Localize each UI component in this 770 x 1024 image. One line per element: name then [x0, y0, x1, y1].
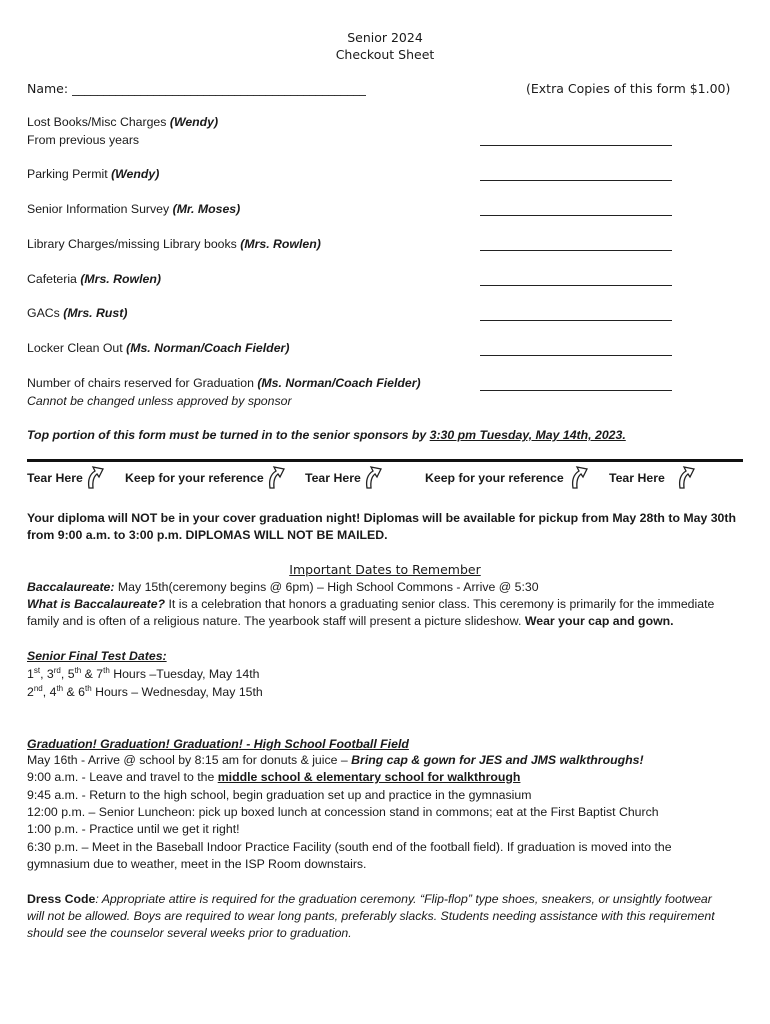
- tear-here-1: Tear Here: [27, 464, 110, 492]
- curved-up-arrow-icon: [675, 464, 701, 492]
- final-test-dates-heading: Senior Final Test Dates:: [27, 649, 167, 663]
- graduation-line-5: 1:00 p.m. - Practice until we get it right!: [27, 822, 240, 836]
- final-test-row-1: 1st, 3rd, 5th & 7th Hours –Tuesday, May 14th: [27, 666, 260, 682]
- charge-locker: Locker Clean Out (Ms. Norman/Coach Fielder): [27, 341, 290, 355]
- curved-up-arrow-icon: [362, 464, 388, 492]
- charge-lost-books-sub: From previous years: [27, 133, 140, 147]
- charge-senior-survey: Senior Information Survey (Mr. Moses): [27, 202, 241, 216]
- signature-line-survey[interactable]: [480, 215, 672, 216]
- signature-line-chairs[interactable]: [480, 390, 672, 391]
- graduation-line-4: 12:00 p.m. – Senior Luncheon: pick up boxed lunch at concession stand in commons; eat at the First Baptist Church: [27, 805, 659, 819]
- graduation-line-2: 9:00 a.m. - Leave and travel to the middle school & elementary school for walkthrough: [27, 770, 521, 784]
- graduation-heading: Graduation! Graduation! Graduation! - High School Football Field: [27, 737, 409, 751]
- graduation-line-7: gymnasium due to weather, meet in the ISP Room downstairs.: [27, 857, 367, 871]
- name-blank: _______________________________________________: [72, 81, 366, 96]
- graduation-line-3: 9:45 a.m. - Return to the high school, begin graduation set up and practice in the gymnasium: [27, 788, 532, 802]
- graduation-line-6: 6:30 p.m. – Meet in the Baseball Indoor Practice Facility (south end of the football field). If graduation is moved into the: [27, 840, 672, 854]
- tear-here-3: Tear Here: [609, 464, 701, 492]
- signature-line-parking[interactable]: [480, 180, 672, 181]
- baccalaureate-desc-line2: family and is often of a religious nature. The yearbook staff will present a picture slideshow. Wear your cap and gown.: [27, 614, 674, 628]
- page-subtitle: Checkout Sheet: [335, 47, 435, 62]
- signature-line-cafeteria[interactable]: [480, 285, 672, 286]
- signature-line-lost-books[interactable]: [480, 145, 672, 146]
- curved-up-arrow-icon: [84, 464, 110, 492]
- diploma-notice-line1: Your diploma will NOT be in your cover graduation night! Diplomas will be available for pickup from May 28th to May 30th: [27, 511, 736, 525]
- dress-code-line-2: will not be allowed. Boys are required to wear long pants, preferably slacks. Students needing assistance with this requirement: [27, 909, 715, 923]
- charge-chairs: Number of chairs reserved for Graduation (Ms. Norman/Coach Fielder): [27, 376, 421, 390]
- signature-line-gacs[interactable]: [480, 320, 672, 321]
- diploma-notice-line2: from 9:00 a.m. to 3:00 p.m. DIPLOMAS WILL NOT BE MAILED.: [27, 528, 388, 542]
- charge-lost-books: Lost Books/Misc Charges (Wendy): [27, 115, 219, 129]
- dress-code-line-3: should see the counselor several weeks prior to graduation.: [27, 926, 352, 940]
- signature-line-library[interactable]: [480, 250, 672, 251]
- important-dates-heading: Important Dates to Remember: [289, 562, 481, 577]
- final-test-row-2: 2nd, 4th & 6th Hours – Wednesday, May 15th: [27, 684, 263, 700]
- charge-gacs: GACs (Mrs. Rust): [27, 306, 128, 320]
- curved-up-arrow-icon: [265, 464, 291, 492]
- dress-code-line-1: Dress Code: Appropriate attire is required for the graduation ceremony. “Flip-flop” type shoes, sneakers, or unsightly footwear: [27, 892, 712, 906]
- charge-chairs-sub: Cannot be changed unless approved by sponsor: [27, 394, 292, 408]
- deadline-note: Top portion of this form must be turned in to the senior sponsors by 3:30 pm Tuesday, May 14th, 2023.: [27, 428, 626, 442]
- page-title: Senior 2024: [347, 30, 423, 45]
- signature-line-locker[interactable]: [480, 355, 672, 356]
- curved-up-arrow-icon: [568, 464, 594, 492]
- tear-here-2: Tear Here: [305, 464, 388, 492]
- tear-line: [27, 459, 743, 462]
- charge-parking-permit: Parking Permit (Wendy): [27, 167, 160, 181]
- baccalaureate-line: Baccalaureate: May 15th(ceremony begins @ 6pm) – High School Commons - Arrive @ 5:30: [27, 580, 539, 594]
- baccalaureate-desc-line1: What is Baccalaureate? It is a celebration that honors a graduating senior class. This ceremony is primarily for the immediate: [27, 597, 715, 611]
- extra-copies-note: (Extra Copies of this form $1.00): [526, 81, 731, 96]
- keep-reference-2: Keep for your reference: [425, 464, 594, 492]
- name-label: Name:: [27, 81, 73, 96]
- graduation-line-1: May 16th - Arrive @ school by 8:15 am for donuts & juice – Bring cap & gown for JES and JMS walkthroughs!: [27, 753, 644, 767]
- name-field[interactable]: [27, 81, 366, 96]
- charge-cafeteria: Cafeteria (Mrs. Rowlen): [27, 272, 161, 286]
- charge-library: Library Charges/missing Library books (Mrs. Rowlen): [27, 237, 321, 251]
- keep-reference-1: Keep for your reference: [125, 464, 291, 492]
